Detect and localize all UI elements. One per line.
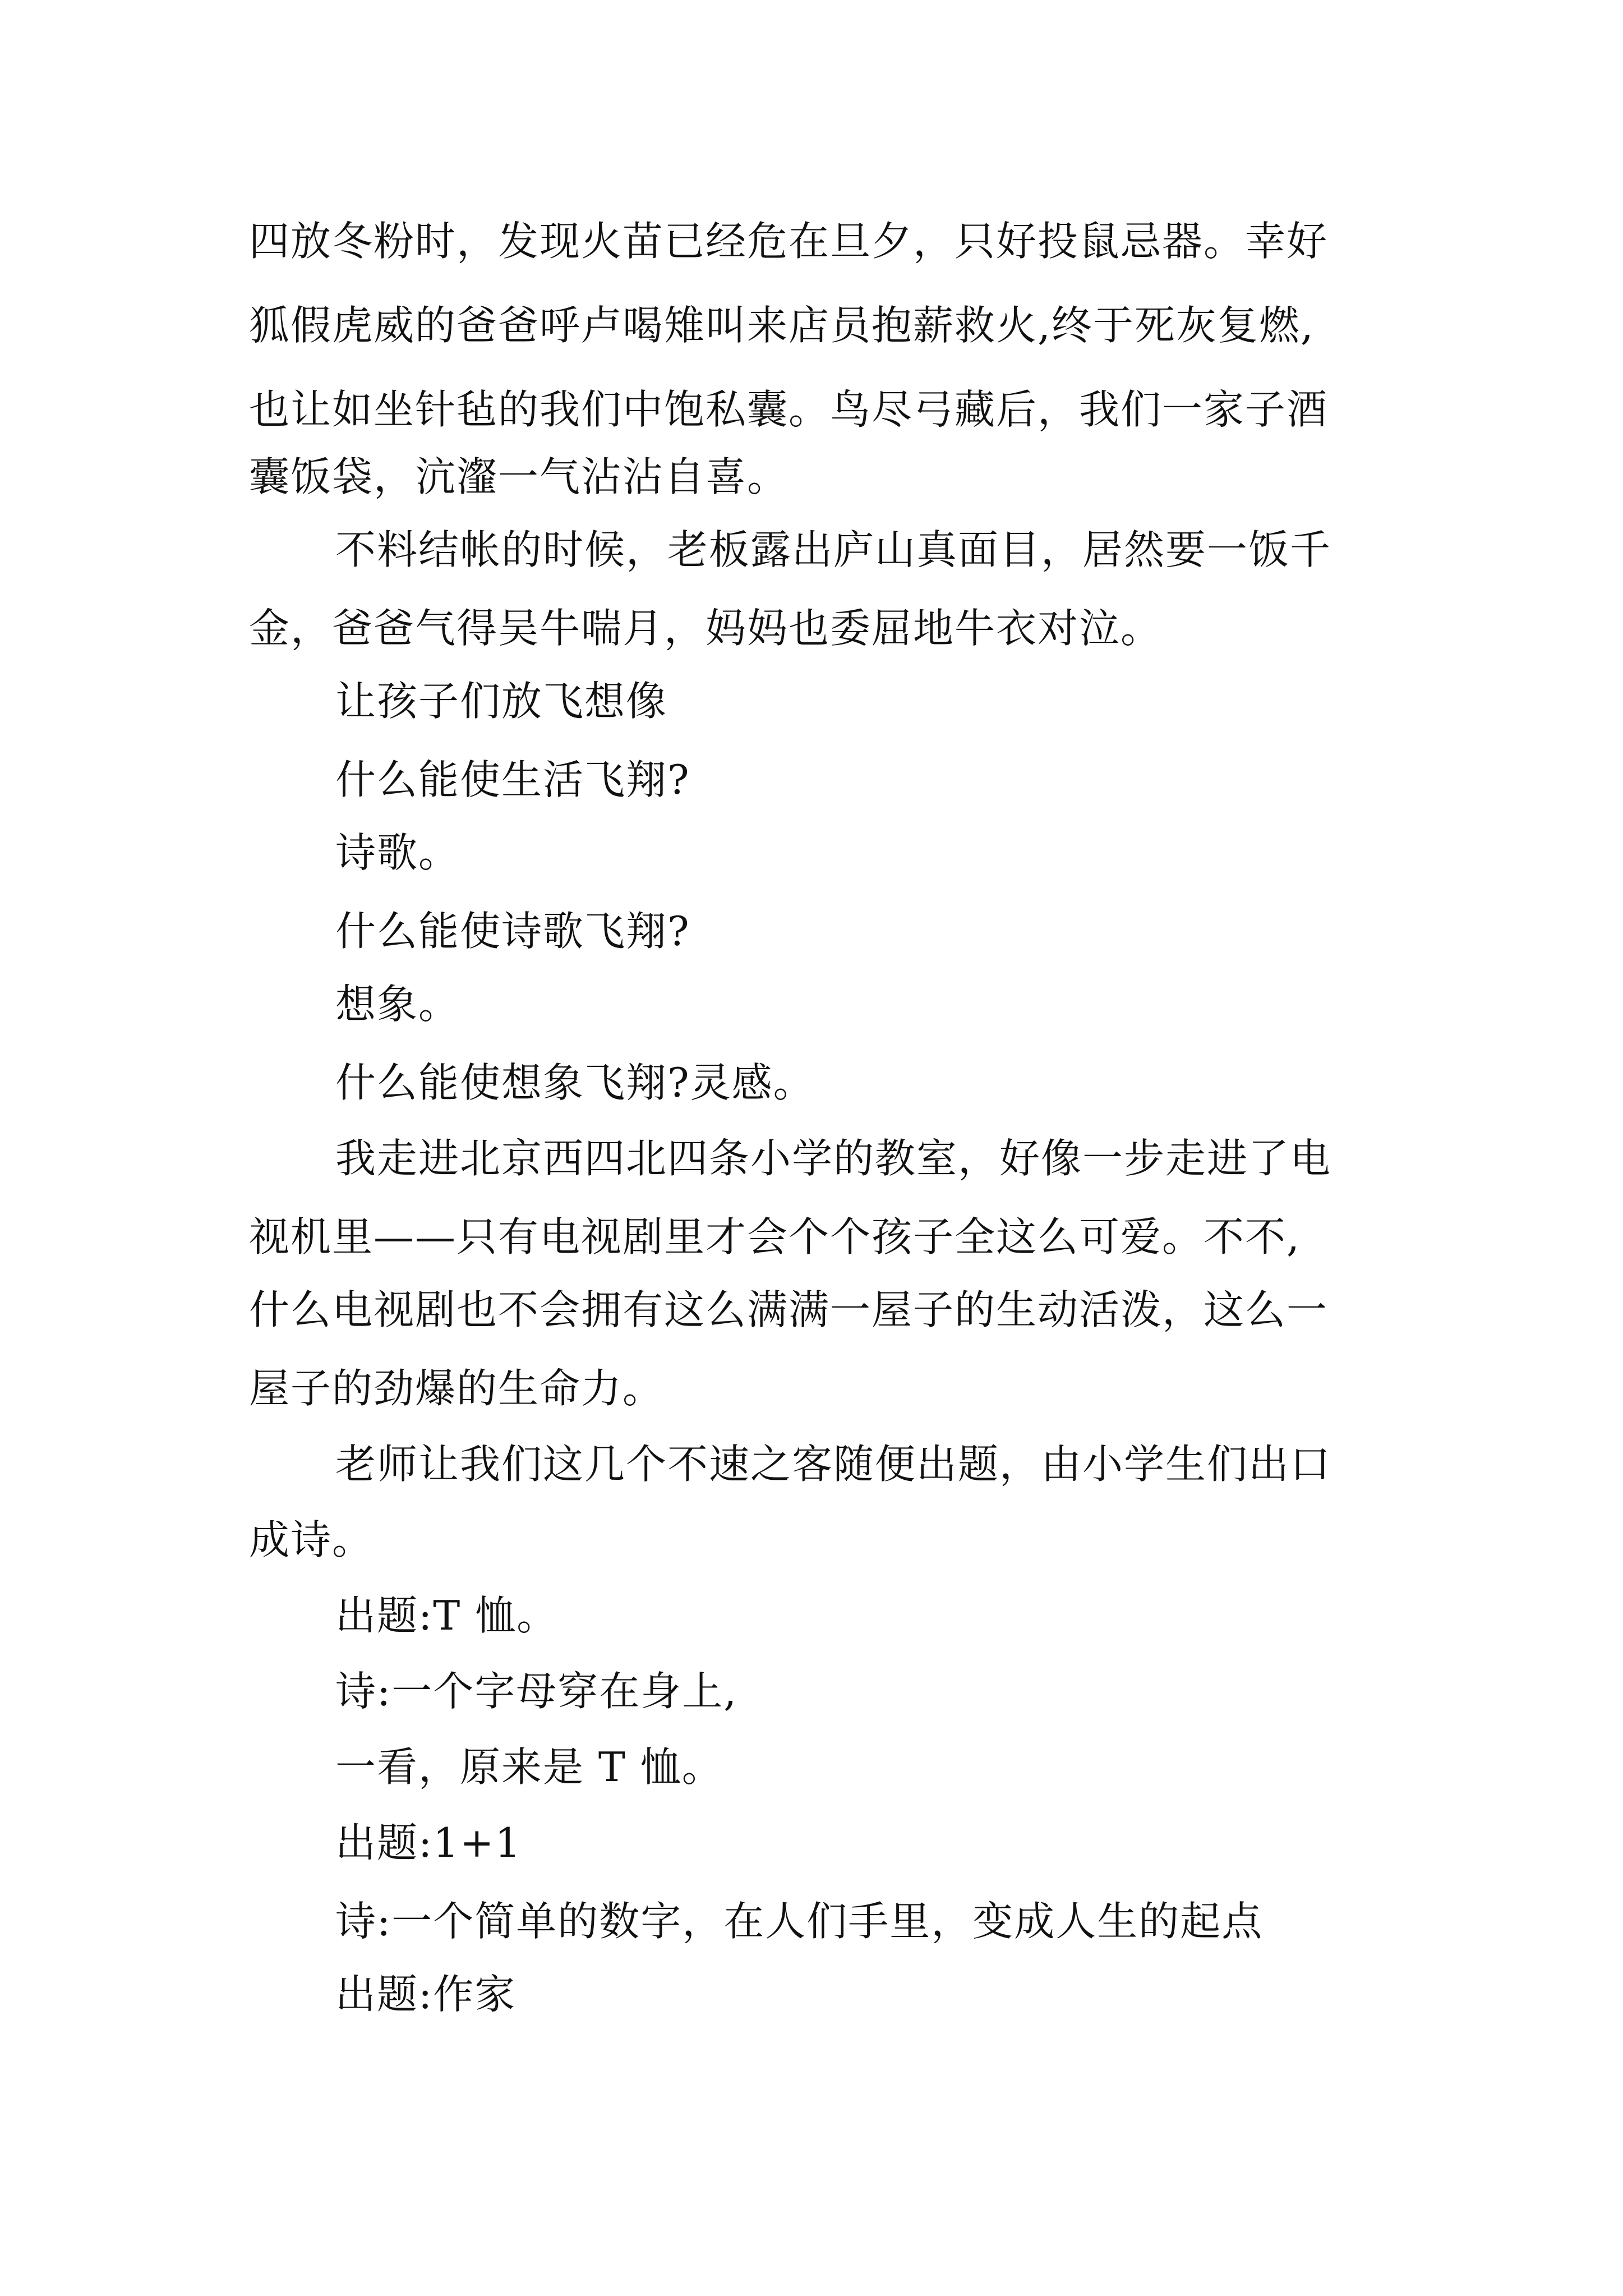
text-line: 诗:一个字母穿在身上, xyxy=(335,1668,738,1715)
text-line: 成诗。 xyxy=(249,1516,374,1563)
text-line: 诗歌。 xyxy=(335,829,460,876)
text-line: 出题:T 恤。 xyxy=(335,1592,559,1639)
text-line: 诗:一个简单的数字，在人们手里，变成人生的起点 xyxy=(335,1898,1264,1945)
text-line: 金，爸爸气得吴牛喘月，妈妈也委屈地牛衣对泣。 xyxy=(249,605,1163,652)
text-line: 什么能使想象飞翔?灵感。 xyxy=(335,1059,815,1106)
text-line: 出题:1+1 xyxy=(335,1819,522,1866)
text-line: 老师让我们这几个不速之客随便出题，由小学生们出口 xyxy=(335,1441,1332,1488)
text-line: 什么能使诗歌飞翔? xyxy=(335,908,690,955)
text-line: 视机里——只有电视剧里才会个个孩子全这么可爱。不不, xyxy=(249,1213,1301,1260)
text-line: 想象。 xyxy=(335,981,460,1028)
text-line: 什么能使生活飞翔? xyxy=(335,756,690,803)
text-line: 不料结帐的时候，老板露出庐山真面目，居然要一饭千 xyxy=(335,526,1332,573)
text-line: 屋子的劲爆的生命力。 xyxy=(249,1365,665,1412)
text-line: 一看，原来是 T 恤。 xyxy=(335,1743,723,1791)
text-line: 狐假虎威的爸爸呼卢喝雉叫来店员抱薪救火,终于死灰复燃, xyxy=(249,302,1315,349)
text-line: 也让如坐针毡的我们中饱私囊。鸟尽弓藏后，我们一家子酒 xyxy=(249,386,1329,433)
text-line: 我走进北京西四北四条小学的教室，好像一步走进了电 xyxy=(335,1135,1332,1182)
text-line: 让孩子们放飞想像 xyxy=(335,678,668,725)
text-line: 四放冬粉时，发现火苗已经危在旦夕，只好投鼠忌器。幸好 xyxy=(249,218,1329,265)
text-line: 什么电视剧也不会拥有这么满满一屋子的生动活泼，这么一 xyxy=(249,1286,1329,1333)
text-line: 囊饭袋，沆瀣一气沾沾自喜。 xyxy=(249,453,789,500)
text-line: 出题:作家 xyxy=(335,1971,517,2018)
